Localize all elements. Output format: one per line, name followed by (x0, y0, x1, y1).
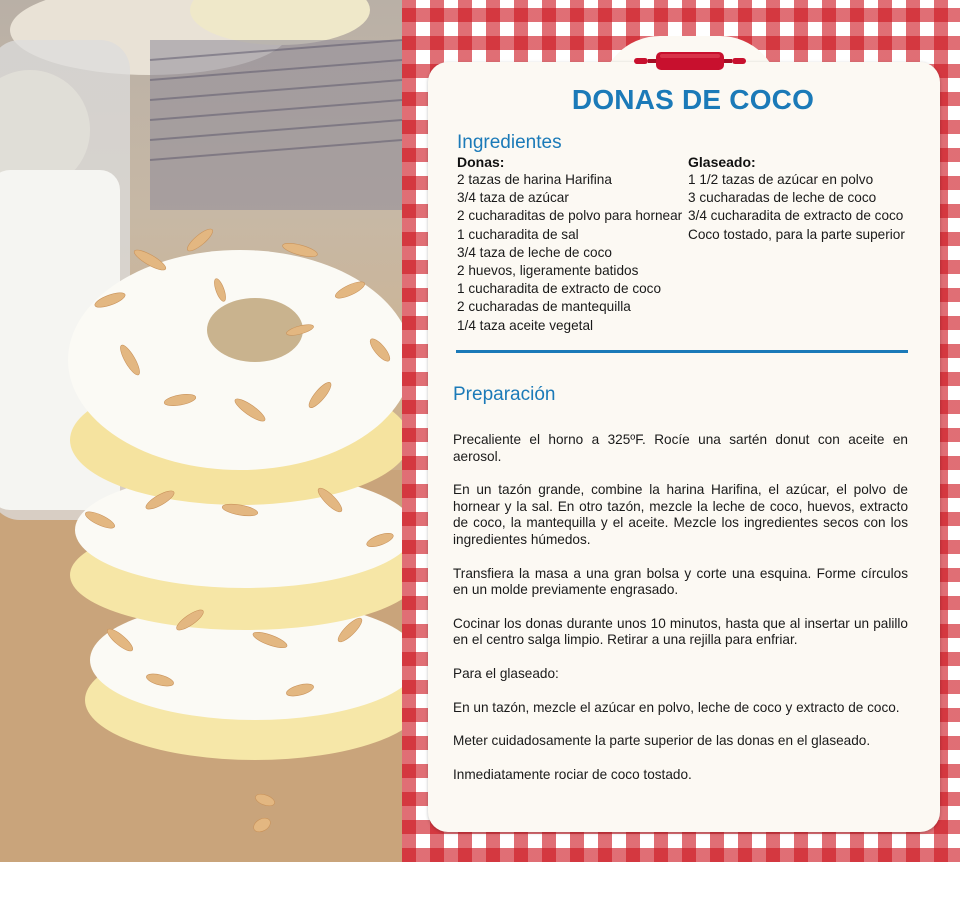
recipe-title: DONAS DE COCO (571, 84, 815, 115)
ingredient-item: 3/4 cucharadita de extracto de coco (688, 208, 904, 224)
preparation-steps (453, 432, 908, 800)
preparation-step: Precaliente el horno a 325ºF. Rocíe una sartén donut con aceite en aerosol. (453, 432, 908, 464)
glaseado-subheading: Glaseado: (688, 154, 756, 170)
rolling-pin-icon (634, 48, 746, 74)
donut-stack-illustration (0, 0, 402, 862)
ingredient-item: 1 cucharadita de sal (457, 226, 579, 242)
ingredient-item: 2 cucharaditas de polvo para hornear (457, 208, 683, 224)
section-divider (456, 350, 908, 353)
donas-ingredient-list (457, 171, 682, 335)
preparation-step: En un tazón, mezcle el azúcar en polvo, leche de coco y extracto de coco. (453, 699, 900, 715)
bottom-margin (0, 862, 960, 921)
ingredient-item: 3 cucharadas de leche de coco (688, 190, 877, 206)
ingredient-item: 1 cucharadita de extracto de coco (457, 281, 662, 297)
ingredients-heading: Ingredientes (457, 132, 562, 153)
donut-photo (0, 0, 402, 862)
preparation-step: Inmediatamente rociar de coco tostado. (453, 766, 692, 782)
preparation-step: Para el glaseado: (453, 665, 559, 681)
ingredient-item: 3/4 taza de leche de coco (457, 244, 612, 260)
ingredient-item: 2 cucharadas de mantequilla (457, 299, 631, 315)
ingredient-item: 1 1/2 tazas de azúcar en polvo (688, 172, 874, 187)
ingredient-item: 2 tazas de harina Harifina (457, 172, 612, 187)
preparation-step: En un tazón grande, combine la harina Harifina, el azúcar, el polvo de hornear y la sal. En otro tazón, mezcle la leche de coco, huevos, extracto de coco, la mantequilla y el aceite. Mezcle los ingredientes secos con los ingredientes húmedos. (453, 482, 908, 547)
preparation-step: Transfiera la masa a una gran bolsa y corte una esquina. Forme círculos en un molde previamente engrasado. (453, 565, 908, 598)
ingredient-item: Coco tostado, para la parte superior (688, 226, 905, 242)
donas-subheading: Donas: (457, 154, 505, 170)
preparation-step: Meter cuidadosamente la parte superior de las donas en el glaseado. (453, 733, 871, 749)
ingredient-item: 3/4 taza de azúcar (457, 190, 569, 206)
glaseado-ingredient-list (688, 171, 905, 244)
ingredient-item: 2 huevos, ligeramente batidos (457, 263, 639, 279)
preparation-step: Cocinar los donas durante unos 10 minutos, hasta que al insertar un palillo en el centro salga limpio. Retirar a una rejilla para enfriar. (453, 615, 908, 648)
preparation-heading: Preparación (453, 384, 556, 405)
ingredient-item: 1/4 taza aceite vegetal (457, 317, 594, 333)
